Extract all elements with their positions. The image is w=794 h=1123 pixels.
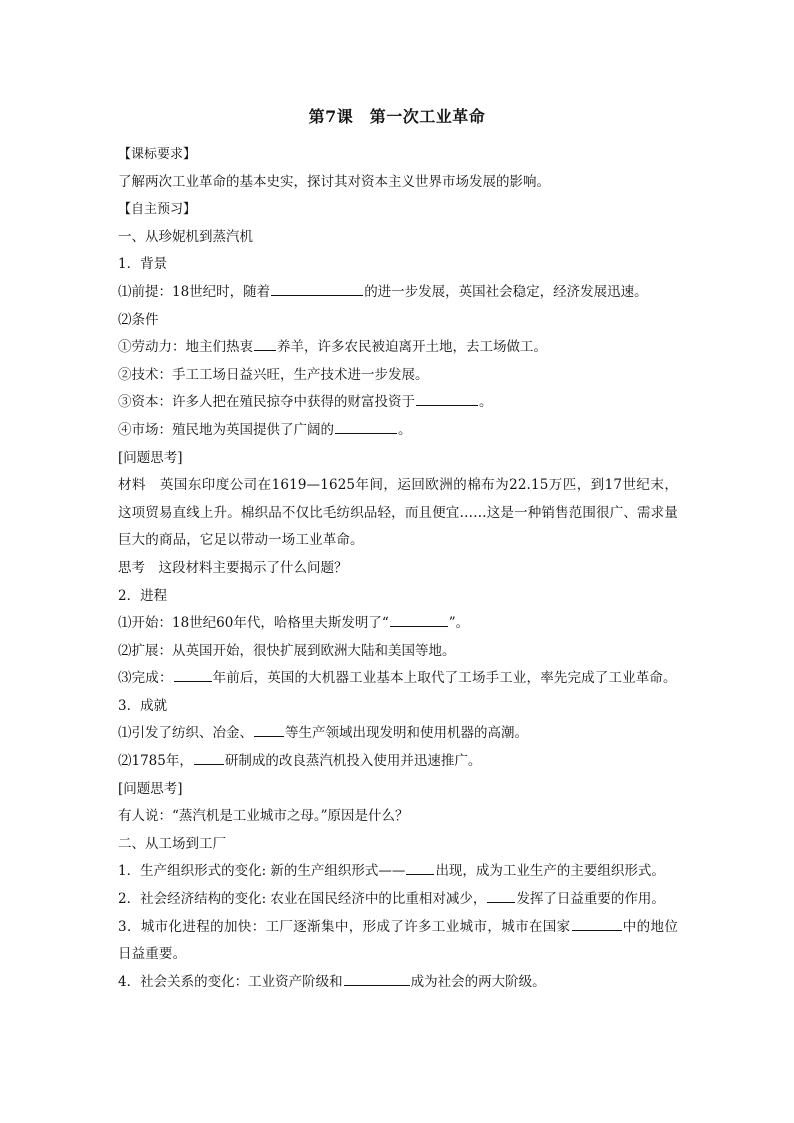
item2-heading: 2．进程 xyxy=(118,587,168,604)
fill-blank[interactable] xyxy=(344,970,410,986)
part1-heading: 一、从珍妮机到蒸汽机 xyxy=(118,228,253,245)
text-segment: ⑴开始：18世纪60年代，哈格里夫斯发明了“ xyxy=(118,615,389,632)
text-segment: 1．生产组织形式的变化: 新的生产组织形式—— xyxy=(118,863,406,880)
section-heading-kebiao: 【课标要求】 xyxy=(118,147,197,162)
fill-blank[interactable] xyxy=(416,390,478,406)
text-segment: ④市场：殖民地为英国提供了广阔的 xyxy=(118,421,334,438)
section-heading-yuxi: 【自主预习】 xyxy=(118,202,197,218)
document-body xyxy=(118,141,678,996)
process-start xyxy=(118,610,678,638)
fill-blank[interactable] xyxy=(572,915,622,931)
achievement-2 xyxy=(118,748,678,776)
text-segment: 3．城市化进程的加快：工厂逐渐集中，形成了许多工业城市，城市在国家 xyxy=(118,918,571,935)
condition-labor xyxy=(118,334,678,362)
text-segment: ⑶完成： xyxy=(118,670,173,687)
change-urbanization xyxy=(118,914,678,969)
question-heading-2: [问题思考] xyxy=(118,780,183,797)
fill-blank[interactable] xyxy=(390,611,448,627)
text-segment: 年前后，英国的大机器工业基本上取代了工场手工业，率先完成了工业革命。 xyxy=(212,670,677,687)
text-segment: 4．社会关系的变化：工业资产阶级和 xyxy=(118,973,343,990)
text-segment: ⑵1785年， xyxy=(118,753,193,770)
condition-technology: ②技术：手工工场日益兴旺，生产技术进一步发展。 xyxy=(118,366,429,383)
fill-blank[interactable] xyxy=(174,666,212,682)
text-segment: ”。 xyxy=(448,615,470,632)
part2-heading: 二、从工场到工厂 xyxy=(118,835,226,852)
page-title: 第7课 第一次工业革命 xyxy=(308,107,486,126)
condition-market xyxy=(118,417,678,445)
fill-blank[interactable] xyxy=(487,887,515,903)
achievement-1 xyxy=(118,720,678,748)
text-segment: ⑴引发了纺织、冶金、 xyxy=(118,725,253,742)
text-segment: 发挥了日益重要的作用。 xyxy=(516,891,665,908)
text-segment: 的进一步发展，英国社会稳定，经济发展迅速。 xyxy=(364,283,648,300)
conditions-heading: ⑵条件 xyxy=(118,311,159,328)
text-segment: 中的地位日益重要。 xyxy=(118,918,678,963)
text-segment: 出现，成为工业生产的主要组织形式。 xyxy=(435,863,665,880)
fill-blank[interactable] xyxy=(406,859,434,875)
change-organization xyxy=(118,858,678,886)
fill-blank[interactable] xyxy=(254,721,284,737)
fill-blank[interactable] xyxy=(254,335,276,351)
text-segment: 。 xyxy=(479,394,493,411)
change-economy xyxy=(118,886,678,914)
text-segment: 。 xyxy=(398,421,412,438)
change-social xyxy=(118,969,678,997)
text-segment: 研制成的改良蒸汽机投入使用并迅速推广。 xyxy=(224,753,482,770)
condition-capital xyxy=(118,389,678,417)
item3-heading: 3．成就 xyxy=(118,697,168,714)
fill-blank[interactable] xyxy=(271,280,363,296)
item1-heading: 1．背景 xyxy=(118,256,168,273)
text-segment: ③资本：许多人把在殖民掠夺中获得的财富投资于 xyxy=(118,394,415,411)
background-premise xyxy=(118,279,678,307)
think-question: 思考 这段材料主要揭示了什么问题？ xyxy=(118,559,348,576)
process-complete xyxy=(118,665,678,693)
text-segment: ①劳动力：地主们热衷 xyxy=(118,339,253,356)
question-heading-1: [问题思考] xyxy=(118,449,183,466)
fill-blank[interactable] xyxy=(335,418,397,434)
fill-blank[interactable] xyxy=(194,749,224,765)
kebiao-text: 了解两次工业革命的基本史实，探讨其对资本主义世界市场发展的影响。 xyxy=(118,173,550,190)
process-expand: ⑵扩展：从英国开始，很快扩展到欧洲大陆和美国等地。 xyxy=(118,642,456,659)
text-segment: 养羊，许多农民被迫离开土地，去工场做工。 xyxy=(277,339,547,356)
text-segment: 成为社会的两大阶级。 xyxy=(410,973,546,990)
material-paragraph: 材料 英国东印度公司在1619—1625年间，运回欧洲的棉布为22.15万匹，到17世纪末，这项贸易直线上升。棉织品不仅比毛纺织品轻，而且便宜……这是一种销售范围很广、需求量巨大的商品，它足以带动一场工业革命。 xyxy=(118,477,678,549)
text-segment: ⑴前提：18世纪时，随着 xyxy=(118,283,271,300)
text-segment: 等生产领域出现发明和使用机器的高潮。 xyxy=(285,725,528,742)
text-segment: 2．社会经济结构的变化: 农业在国民经济中的比重相对减少， xyxy=(118,891,487,908)
question-text-2: 有人说：“蒸汽机是工业城市之母。”原因是什么？ xyxy=(118,808,409,825)
